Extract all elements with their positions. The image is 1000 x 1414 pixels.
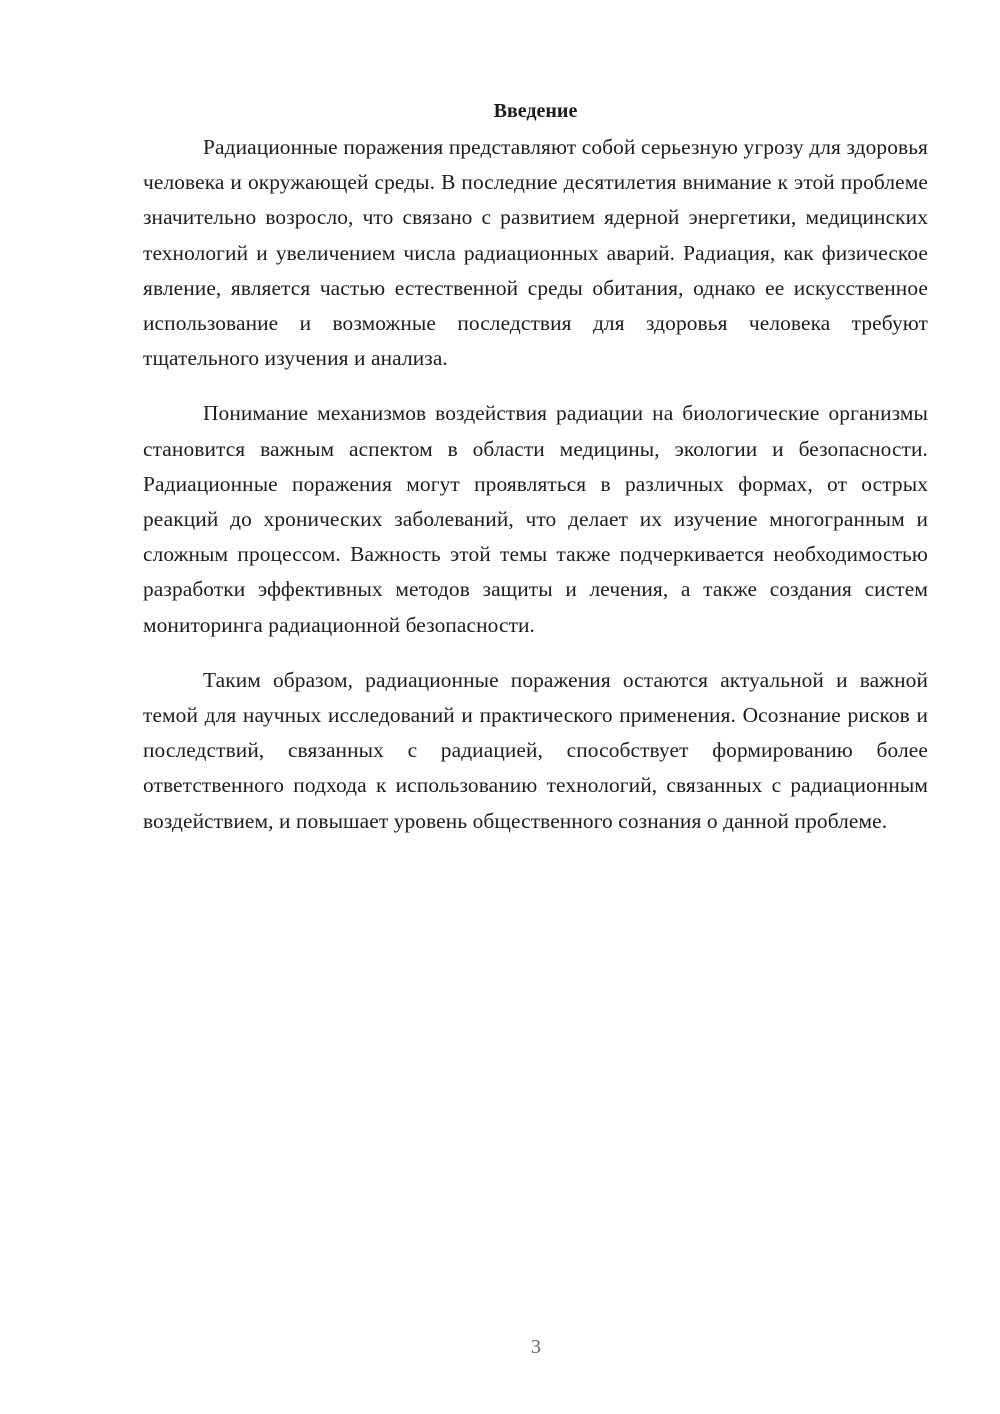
paragraph-2: Понимание механизмов воздействия радиации на биологические организмы становится важным аспектом в области медицины, экологии и безопасности. Радиационные поражения могут проявляться в различных формах, от острых реакций до хронических заболеваний, что делает их изучение многогранным и сложным процессом. Важность этой темы также подчеркивается необходимостью разработки эффективных методов защиты и лечения, а также создания систем мониторинга радиационной безопасности.	[143, 401, 928, 637]
page-number: 3	[531, 1336, 541, 1358]
paragraph-3: Таким образом, радиационные поражения остаются актуальной и важной темой для научных исследований и практического применения. Осознание рисков и последствий, связанных с радиацией, способствует формированию более ответственного подхода к использованию технологий, связанных с радиационным воздействием, и повышает уровень общественного сознания о данной проблеме.	[143, 667, 928, 833]
page-content	[143, 96, 928, 859]
paragraph-1: Радиационные поражения представляют собой серьезную угрозу для здоровья человека и окружающей среды. В последние десятилетия внимание к этой проблеме значительно возросло, что связано с развитием ядерной энергетики, медицинских технологий и увеличением числа радиационных аварий. Радиация, как физическое явление, является частью естественной среды обитания, однако ее искусственное использование и возможные последствия для здоровья человека требуют тщательного изучения и анализа.	[143, 135, 928, 371]
section-heading: Введение	[493, 100, 578, 122]
